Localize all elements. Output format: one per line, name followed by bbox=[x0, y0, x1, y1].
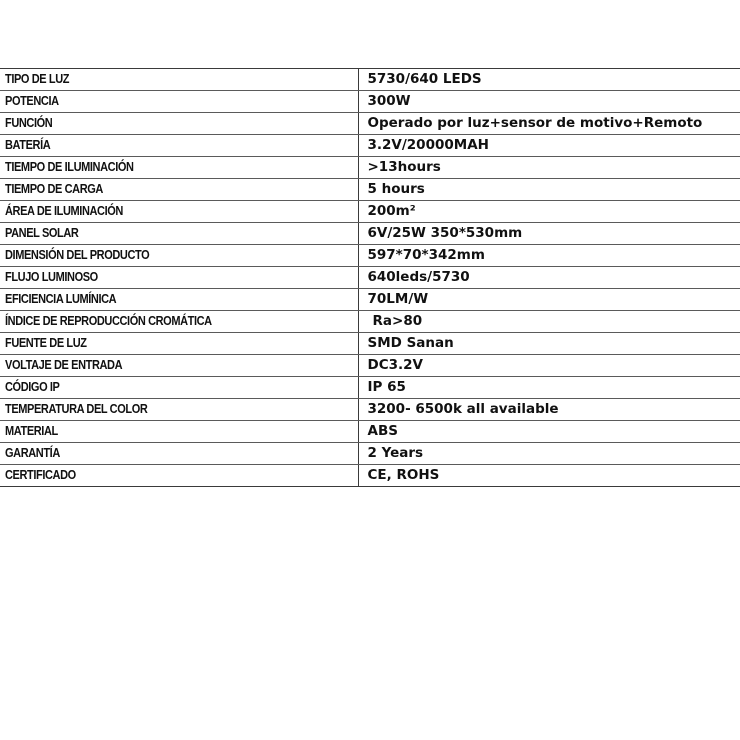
spec-label-text: DIMENSIÓN DEL PRODUCTO bbox=[5, 248, 150, 262]
table-row bbox=[0, 465, 740, 487]
table-row bbox=[0, 179, 740, 201]
table-row bbox=[0, 289, 740, 311]
spec-value: 200m² bbox=[358, 201, 740, 223]
table-row bbox=[0, 91, 740, 113]
spec-value: 3.2V/20000MAH bbox=[358, 135, 740, 157]
spec-label-text: TIEMPO DE CARGA bbox=[5, 182, 103, 196]
spec-label-text: ÍNDICE DE REPRODUCCIÓN CROMÁTICA bbox=[5, 314, 212, 328]
spec-label bbox=[0, 399, 358, 421]
spec-label-text: CERTIFICADO bbox=[5, 468, 76, 482]
spec-label-text: TEMPERATURA DEL COLOR bbox=[5, 402, 148, 416]
spec-table-body bbox=[0, 69, 740, 487]
spec-value: DC3.2V bbox=[358, 355, 740, 377]
table-row bbox=[0, 311, 740, 333]
spec-value: 640leds/5730 bbox=[358, 267, 740, 289]
spec-label bbox=[0, 311, 358, 333]
table-row bbox=[0, 223, 740, 245]
spec-value: CE, ROHS bbox=[367, 467, 440, 483]
spec-value: ABS bbox=[358, 421, 740, 443]
spec-label-text: FUENTE DE LUZ bbox=[5, 336, 87, 350]
table-row bbox=[0, 69, 740, 91]
spec-label-text: EFICIENCIA LUMÍNICA bbox=[5, 292, 117, 306]
spec-value: IP 65 bbox=[358, 377, 740, 399]
spec-label bbox=[0, 333, 358, 355]
spec-value: 5730/640 LEDS bbox=[358, 69, 740, 91]
table-row bbox=[0, 157, 740, 179]
spec-label-text: FUNCIÓN bbox=[5, 116, 53, 130]
spec-label-text: PANEL SOLAR bbox=[5, 226, 79, 240]
spec-label bbox=[0, 267, 358, 289]
spec-label bbox=[0, 377, 358, 399]
spec-label-text: POTENCIA bbox=[5, 94, 59, 108]
spec-value: 70LM/W bbox=[358, 289, 740, 311]
table-row bbox=[0, 377, 740, 399]
spec-table bbox=[0, 68, 740, 487]
spec-value: 300W bbox=[358, 91, 740, 113]
spec-label-text: FLUJO LUMINOSO bbox=[5, 270, 98, 284]
spec-label-text: VOLTAJE DE ENTRADA bbox=[5, 358, 123, 372]
spec-label-text: MATERIAL bbox=[5, 424, 58, 438]
spec-label bbox=[0, 443, 358, 465]
spec-value: 5 hours bbox=[358, 179, 740, 201]
spec-label-text: TIEMPO DE ILUMINACIÓN bbox=[5, 160, 134, 174]
spec-label bbox=[0, 355, 358, 377]
table-row bbox=[0, 245, 740, 267]
spec-value: 2 Years bbox=[358, 443, 740, 465]
spec-value: 597*70*342mm bbox=[358, 245, 740, 267]
spec-value: Operado por luz+sensor de motivo+Remoto bbox=[358, 113, 740, 135]
spec-label bbox=[0, 135, 358, 157]
table-row bbox=[0, 333, 740, 355]
spec-label-text: ÁREA DE ILUMINACIÓN bbox=[5, 204, 123, 218]
spec-value: 6V/25W 350*530mm bbox=[358, 223, 740, 245]
spec-label-text: TIPO DE LUZ bbox=[5, 72, 70, 86]
spec-label bbox=[0, 69, 358, 91]
spec-label bbox=[0, 91, 358, 113]
table-row bbox=[0, 355, 740, 377]
spec-label bbox=[0, 245, 358, 267]
spec-label-text: GARANTÍA bbox=[5, 446, 60, 460]
spec-value: SMD Sanan bbox=[358, 333, 740, 355]
spec-label-text: BATERÍA bbox=[5, 138, 51, 152]
spec-label bbox=[0, 465, 358, 487]
spec-label bbox=[0, 289, 358, 311]
spec-value: 3200- 6500k all available bbox=[358, 399, 740, 421]
spec-label bbox=[0, 421, 358, 443]
spec-label bbox=[0, 223, 358, 245]
spec-label bbox=[0, 179, 358, 201]
table-row bbox=[0, 399, 740, 421]
spec-label bbox=[0, 201, 358, 223]
table-row bbox=[0, 421, 740, 443]
spec-value: >13hours bbox=[358, 157, 740, 179]
spec-label-text: CÓDIGO IP bbox=[5, 380, 60, 394]
spec-label bbox=[0, 157, 358, 179]
table-row bbox=[0, 267, 740, 289]
table-row bbox=[0, 443, 740, 465]
table-row bbox=[0, 113, 740, 135]
spec-label bbox=[0, 113, 358, 135]
spec-value: Ra>80 bbox=[358, 311, 740, 333]
table-row bbox=[0, 135, 740, 157]
table-row bbox=[0, 201, 740, 223]
